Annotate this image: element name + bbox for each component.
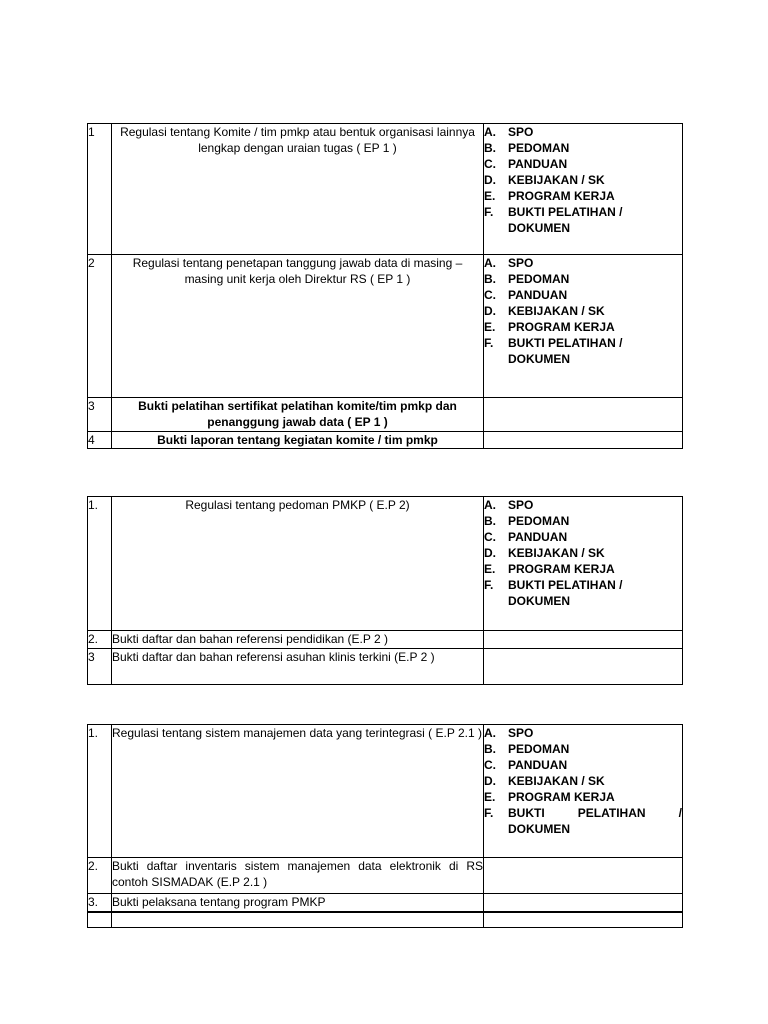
option-label: BUKTI PELATIHAN / DOKUMEN [508,806,682,836]
option-label: SPO [508,726,534,740]
option-item: A. SPO [484,124,682,140]
option-label: SPO [508,256,534,270]
requirements-table-1 [87,123,683,449]
row-description: Regulasi tentang penetapan tanggung jawab data di masing – masing unit kerja oleh Direktur RS ( EP 1 ) [112,255,484,398]
table-row [88,497,683,631]
row-number: 1. [88,497,112,631]
option-label: PROGRAM KERJA [508,562,615,576]
option-item: B. PEDOMAN [484,741,682,757]
row-number: 3 [88,398,112,432]
option-label: KEBIJAKAN / SK [508,546,605,560]
row-description: Regulasi tentang sistem manajemen data yang terintegrasi ( E.P 2.1 ) [112,725,484,858]
option-item: C. PANDUAN [484,287,682,303]
table-row [88,912,683,928]
option-item: D. KEBIJAKAN / SK [484,172,682,188]
option-item: D. KEBIJAKAN / SK [484,773,682,789]
empty-cell [484,398,683,432]
option-item: E. PROGRAM KERJA [484,561,682,577]
document-options [484,725,683,858]
table-row [88,725,683,858]
row-description: Bukti daftar dan bahan referensi pendidikan (E.P 2 ) [112,631,484,649]
option-label: KEBIJAKAN / SK [508,774,605,788]
empty-cell [484,858,683,894]
row-description: Bukti daftar dan bahan referensi asuhan klinis terkini (E.P 2 ) [112,649,484,685]
option-label: SPO [508,125,534,139]
row-number: 3 [88,649,112,685]
options-list [484,497,682,609]
table-row [88,432,683,449]
option-label: BUKTI PELATIHAN / DOKUMEN [508,336,623,366]
row-number: 2. [88,858,112,894]
option-label: PANDUAN [508,288,568,302]
option-item: E. PROGRAM KERJA [484,319,682,335]
option-item: E. PROGRAM KERJA [484,789,682,805]
empty-cell [484,894,683,912]
option-item: B. PEDOMAN [484,271,682,287]
options-list [484,255,682,367]
empty-cell [484,912,683,928]
row-number: 3. [88,894,112,912]
option-item: F. BUKTI PELATIHAN / DOKUMEN [484,806,682,836]
option-label: PANDUAN [508,157,568,171]
empty-cell [112,912,484,928]
row-description: Bukti daftar inventaris sistem manajemen data elektronik di RS contoh SISMADAK (E.P 2.1 ) [112,858,484,894]
option-label: PANDUAN [508,758,568,772]
document-options [484,497,683,631]
row-description: Bukti laporan tentang kegiatan komite / tim pmkp [112,432,484,449]
option-item: C. PANDUAN [484,529,682,545]
option-item: A. SPO [484,497,682,513]
row-description: Regulasi tentang Komite / tim pmkp atau bentuk organisasi lainnya lengkap dengan uraian tugas ( EP 1 ) [112,124,484,255]
option-label: PEDOMAN [508,272,570,286]
table-row [88,255,683,398]
option-label: PROGRAM KERJA [508,790,615,804]
option-label: PEDOMAN [508,742,570,756]
option-label: KEBIJAKAN / SK [508,304,605,318]
option-item: F. BUKTI PELATIHAN / DOKUMEN [484,577,682,609]
option-item: B. PEDOMAN [484,140,682,156]
document-options [484,124,683,255]
options-list [484,725,682,837]
option-item: A. SPO [484,725,682,741]
option-label: PANDUAN [508,530,568,544]
row-description: Regulasi tentang pedoman PMKP ( E.P 2) [112,497,484,631]
requirements-table-3 [87,724,683,928]
row-number: 2 [88,255,112,398]
row-number: 1. [88,725,112,858]
option-item: B. PEDOMAN [484,513,682,529]
empty-cell [484,432,683,449]
empty-cell [88,912,112,928]
empty-cell [484,631,683,649]
options-list [484,124,682,236]
table-row [88,649,683,685]
empty-cell [484,649,683,685]
table-row [88,894,683,912]
option-item: E. PROGRAM KERJA [484,188,682,204]
table-row [88,124,683,255]
table-row [88,631,683,649]
row-description: Bukti pelaksana tentang program PMKP [112,894,484,912]
option-item: F. BUKTI PELATIHAN / DOKUMEN [484,204,682,236]
row-number: 4 [88,432,112,449]
option-item: F. BUKTI PELATIHAN / DOKUMEN [484,335,682,367]
row-number: 2. [88,631,112,649]
table-row [88,858,683,894]
option-label: BUKTI PELATIHAN / DOKUMEN [508,205,623,235]
row-number: 1 [88,124,112,255]
option-label: PEDOMAN [508,141,570,155]
option-label: PEDOMAN [508,514,570,528]
option-label: BUKTI PELATIHAN / DOKUMEN [508,578,623,608]
option-label: SPO [508,498,534,512]
option-item: C. PANDUAN [484,156,682,172]
option-label: PROGRAM KERJA [508,189,615,203]
option-label: KEBIJAKAN / SK [508,173,605,187]
row-description: Bukti pelatihan sertifikat pelatihan komite/tim pmkp dan penanggung jawab data ( EP 1 ) [112,398,484,432]
table-row [88,398,683,432]
option-item: C. PANDUAN [484,757,682,773]
option-item: D. KEBIJAKAN / SK [484,545,682,561]
option-label: PROGRAM KERJA [508,320,615,334]
option-item: D. KEBIJAKAN / SK [484,303,682,319]
option-item: A. SPO [484,255,682,271]
requirements-table-2 [87,496,683,685]
document-options [484,255,683,398]
